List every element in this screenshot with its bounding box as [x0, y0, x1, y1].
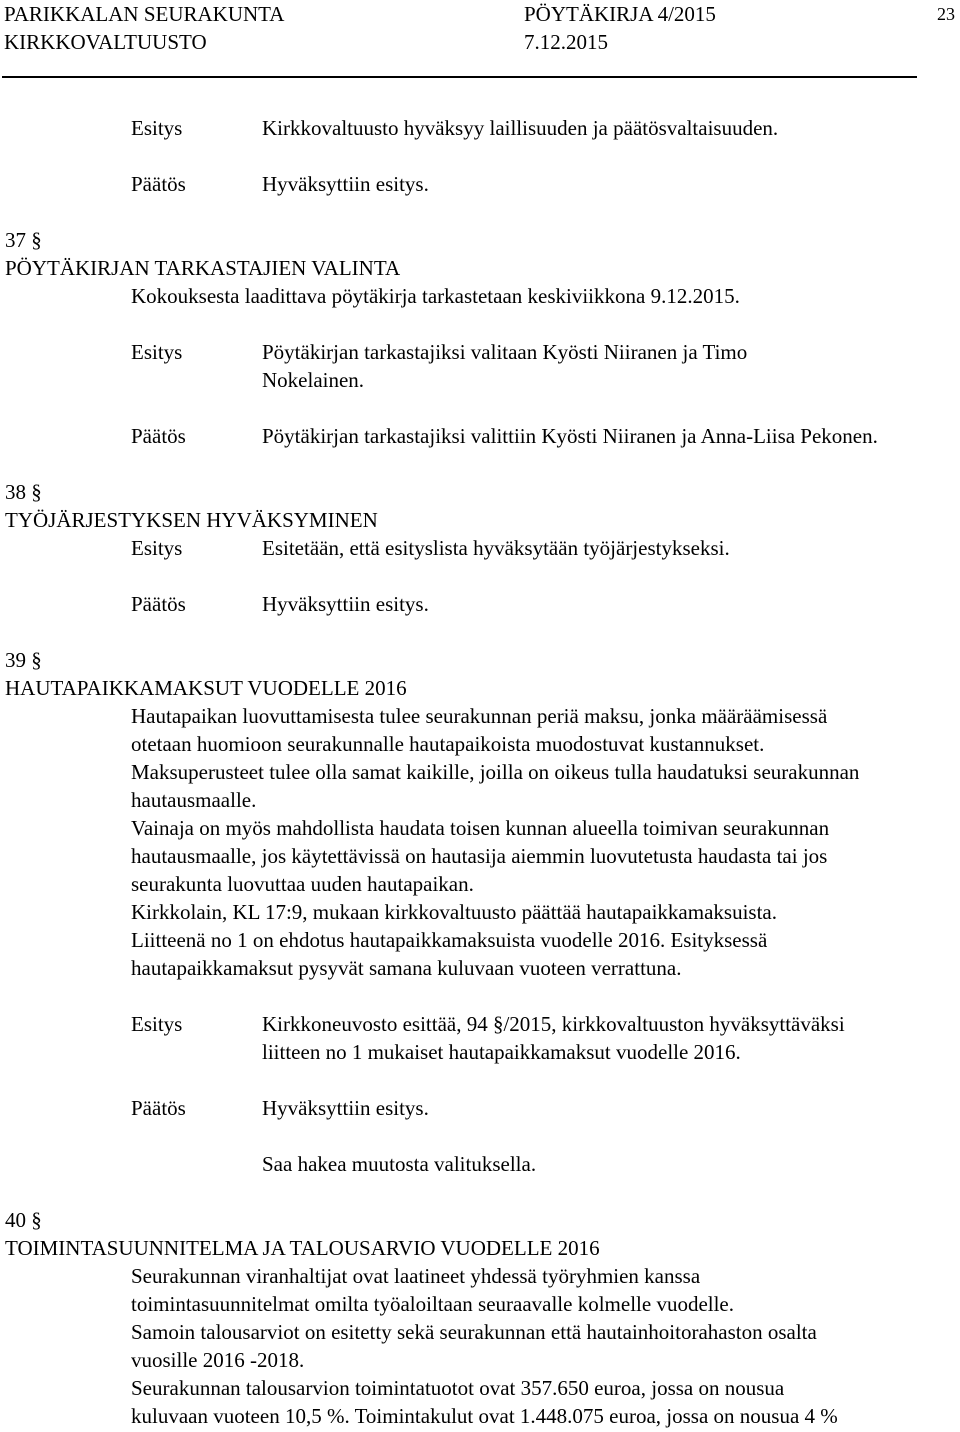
- proposal-label: Esitys: [131, 116, 183, 140]
- proposal-text: Esitetään, että esityslista hyväksytään työjärjestykseksi.: [262, 536, 730, 560]
- proposal-text: Kirkkovaltuusto hyväksyy laillisuuden ja päätösvaltaisuuden.: [262, 116, 779, 140]
- body-line: hautausmaalle.: [131, 788, 257, 812]
- page-number: 23: [937, 4, 955, 24]
- body-line: Samoin talousarviot on esitetty sekä seurakunnan että hautainhoitorahaston osalta: [131, 1320, 817, 1344]
- body-line: Hautapaikan luovuttamisesta tulee seurakunnan periä maksu, jonka määräämisessä: [131, 704, 828, 728]
- body-line: otetaan huomioon seurakunnalle hautapaikoista muodostuvat kustannukset.: [131, 732, 765, 756]
- document-title: PÖYTÄKIRJA 4/2015: [524, 2, 716, 26]
- section-title: TOIMINTASUUNNITELMA JA TALOUSARVIO VUODELLE 2016: [5, 1236, 600, 1260]
- document-date: 7.12.2015: [524, 30, 608, 54]
- proposal-text: liitteen no 1 mukaiset hautapaikkamaksut vuodelle 2016.: [262, 1040, 741, 1064]
- proposal-text: Pöytäkirjan tarkastajiksi valitaan Kyösti Niiranen ja Timo: [262, 340, 748, 364]
- body-line: seurakunta luovuttaa uuden hautapaikan.: [131, 872, 474, 896]
- section-number: 38 §: [5, 480, 42, 504]
- body-line: kuluvaan vuoteen 10,5 %. Toimintakulut ovat 1.448.075 euroa, jossa on nousua 4 %: [131, 1404, 838, 1428]
- body-line: toimintasuunnitelmat omilta työaloiltaan seuraavalle kolmelle vuodelle.: [131, 1292, 735, 1316]
- proposal-label: Esitys: [131, 340, 183, 364]
- body-line: Seurakunnan talousarvion toimintatuotot ovat 357.650 euroa, jossa on nousua: [131, 1376, 785, 1400]
- decision-label: Päätös: [131, 592, 186, 616]
- decision-label: Päätös: [131, 1096, 186, 1120]
- council-name: KIRKKOVALTUUSTO: [4, 30, 207, 54]
- parish-name: PARIKKALAN SEURAKUNTA: [4, 2, 285, 26]
- body-line: Seurakunnan viranhaltijat ovat laatineet yhdessä työryhmien kanssa: [131, 1264, 701, 1288]
- body-line: Liitteenä no 1 on ehdotus hautapaikkamaksuista vuodelle 2016. Esityksessä: [131, 928, 768, 952]
- proposal-text: Kirkkoneuvosto esittää, 94 §/2015, kirkkovaltuuston hyväksyttäväksi: [262, 1012, 845, 1036]
- decision-label: Päätös: [131, 424, 186, 448]
- proposal-label: Esitys: [131, 1012, 183, 1036]
- header-divider: [2, 76, 917, 78]
- section-number: 40 §: [5, 1208, 42, 1232]
- appeal-note: Saa hakea muutosta valituksella.: [262, 1152, 537, 1176]
- section-title: PÖYTÄKIRJAN TARKASTAJIEN VALINTA: [5, 256, 401, 280]
- section-title: TYÖJÄRJESTYKSEN HYVÄKSYMINEN: [5, 508, 378, 532]
- decision-text: Hyväksyttiin esitys.: [262, 172, 429, 196]
- section-number: 37 §: [5, 228, 42, 252]
- section-intro: Kokouksesta laadittava pöytäkirja tarkastetaan keskiviikkona 9.12.2015.: [131, 284, 740, 308]
- body-line: Maksuperusteet tulee olla samat kaikille, joilla on oikeus tulla haudatuksi seurakunnan: [131, 760, 860, 784]
- body-line: vuosille 2016 -2018.: [131, 1348, 305, 1372]
- body-line: hautausmaalle, jos käytettävissä on hautasija aiemmin luovutetusta haudasta tai jos: [131, 844, 828, 868]
- body-line: hautapaikkamaksut pysyvät samana kuluvaan vuoteen verrattuna.: [131, 956, 682, 980]
- proposal-text: Nokelainen.: [262, 368, 365, 392]
- body-line: Kirkkolain, KL 17:9, mukaan kirkkovaltuusto päättää hautapaikkamaksuista.: [131, 900, 777, 924]
- decision-text: Hyväksyttiin esitys.: [262, 592, 429, 616]
- body-line: Vainaja on myös mahdollista haudata toisen kunnan alueella toimivan seurakunnan: [131, 816, 830, 840]
- section-title: HAUTAPAIKKAMAKSUT VUODELLE 2016: [5, 676, 407, 700]
- section-number: 39 §: [5, 648, 42, 672]
- decision-text: Hyväksyttiin esitys.: [262, 1096, 429, 1120]
- decision-text: Pöytäkirjan tarkastajiksi valittiin Kyösti Niiranen ja Anna-Liisa Pekonen.: [262, 424, 878, 448]
- proposal-label: Esitys: [131, 536, 183, 560]
- decision-label: Päätös: [131, 172, 186, 196]
